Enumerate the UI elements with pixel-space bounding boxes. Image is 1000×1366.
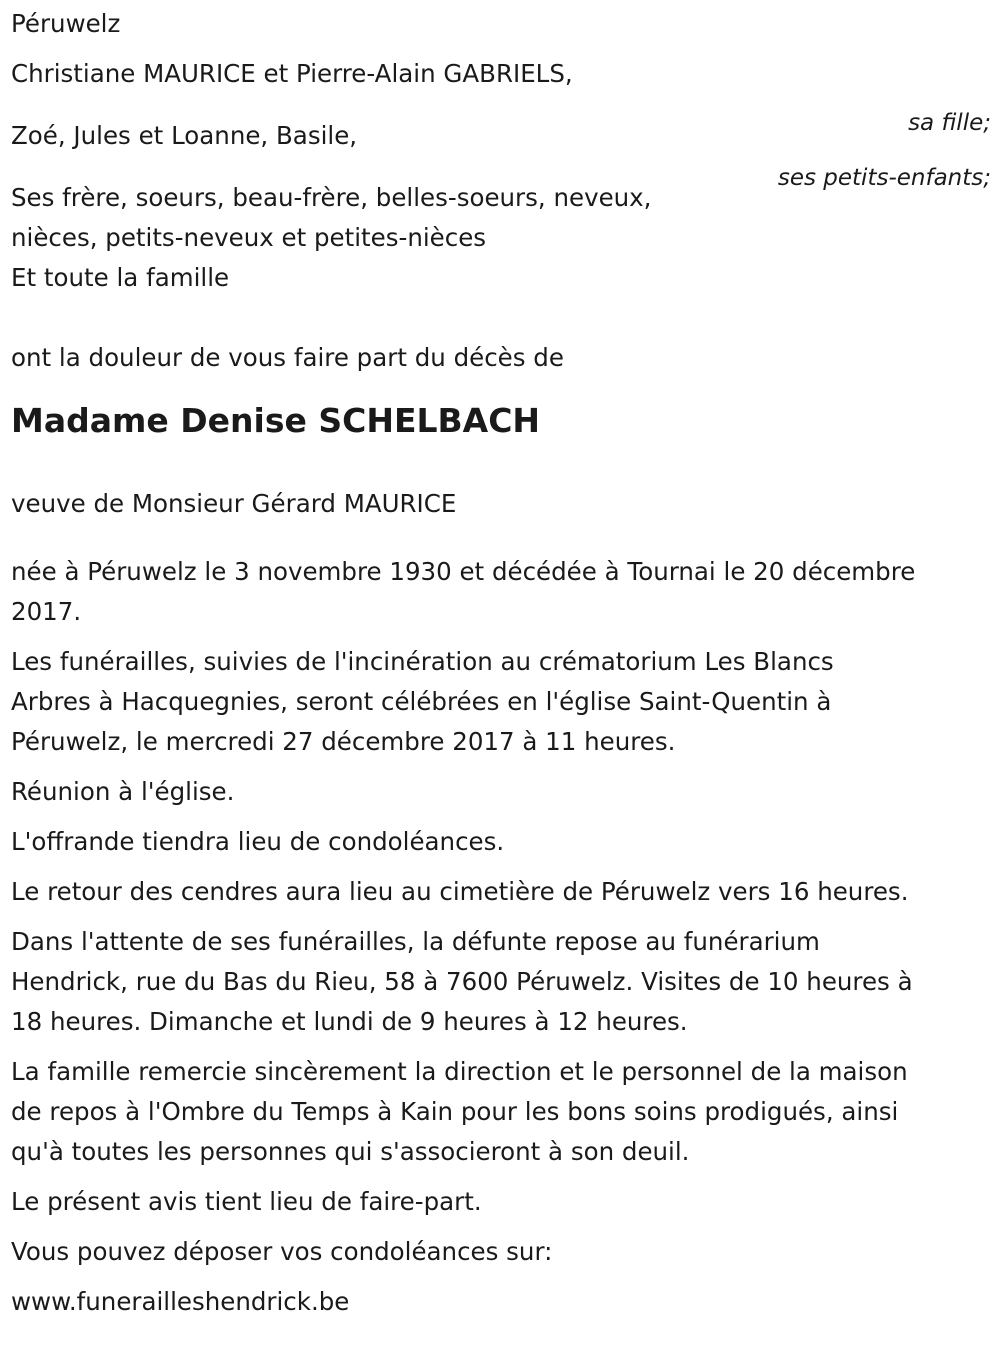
paragraph-line: Vous pouvez déposer vos condoléances sur: <box>11 1237 553 1266</box>
birth-death-paragraph <box>11 552 991 632</box>
relatives-line: Et toute la famille <box>11 263 230 292</box>
paragraph-line: Dans l'attente de ses funérailles, la défunte repose au funérarium <box>11 927 820 956</box>
ashes-paragraph <box>11 872 991 912</box>
funeral-paragraph <box>11 642 991 762</box>
notice-paragraphs <box>11 552 991 1322</box>
paragraph-line: 18 heures. Dimanche et lundi de 9 heures à 12 heures. <box>11 1007 688 1036</box>
family-member-role: sa fille; <box>908 110 991 136</box>
paragraph-line: née à Péruwelz le 3 novembre 1930 et décédée à Tournai le 20 décembre <box>11 557 916 586</box>
paragraph-line: 2017. <box>11 597 82 626</box>
paragraph-line: Le présent avis tient lieu de faire-part. <box>11 1187 482 1216</box>
relatives-line: nièces, petits-neveux et petites-nièces <box>11 223 487 252</box>
paragraph-line: La famille remercie sincèrement la direction et le personnel de la maison <box>11 1057 908 1086</box>
paragraph-line: Le retour des cendres aura lieu au cimetière de Péruwelz vers 16 heures. <box>11 877 909 906</box>
widow-of-text: veuve de Monsieur Gérard MAURICE <box>11 489 457 518</box>
relatives-line: Ses frère, soeurs, beau-frère, belles-soeurs, neveux, <box>11 183 652 212</box>
obituary-notice <box>11 4 991 1322</box>
website-link[interactable]: www.funerailleshendrick.be <box>11 1287 350 1316</box>
website-link-wrapper <box>11 1282 991 1322</box>
notice-paragraph <box>11 1182 991 1222</box>
family-row-grandchildren <box>11 116 991 191</box>
meeting-paragraph <box>11 772 991 812</box>
paragraph-line: Arbres à Hacquegnies, seront célébrées en l'église Saint-Quentin à <box>11 687 832 716</box>
paragraph-line: de repos à l'Ombre du Temps à Kain pour les bons soins prodigués, ainsi <box>11 1097 899 1126</box>
offering-paragraph <box>11 822 991 862</box>
family-member-name: Zoé, Jules et Loanne, Basile, <box>11 121 358 150</box>
thanks-paragraph <box>11 1052 991 1172</box>
condolences-paragraph <box>11 1232 991 1272</box>
town-name: Péruwelz <box>11 9 121 38</box>
paragraph-line: Réunion à l'église. <box>11 777 235 806</box>
paragraph-line: Péruwelz, le mercredi 27 décembre 2017 à 11 heures. <box>11 727 676 756</box>
paragraph-line: qu'à toutes les personnes qui s'associeront à son deuil. <box>11 1137 690 1166</box>
paragraph-line: Hendrick, rue du Bas du Rieu, 58 à 7600 Péruwelz. Visites de 10 heures à <box>11 967 913 996</box>
paragraph-line: Les funérailles, suivies de l'incinération au crématorium Les Blancs <box>11 647 834 676</box>
family-member-name: Christiane MAURICE et Pierre-Alain GABRIELS, <box>11 59 573 88</box>
announcement-text: ont la douleur de vous faire part du décès de <box>11 343 564 372</box>
family-member-role: ses petits-enfants; <box>777 165 991 191</box>
deceased-name: Madame Denise SCHELBACH <box>11 401 541 440</box>
visitation-paragraph <box>11 922 991 1042</box>
paragraph-line: L'offrande tiendra lieu de condoléances. <box>11 827 505 856</box>
